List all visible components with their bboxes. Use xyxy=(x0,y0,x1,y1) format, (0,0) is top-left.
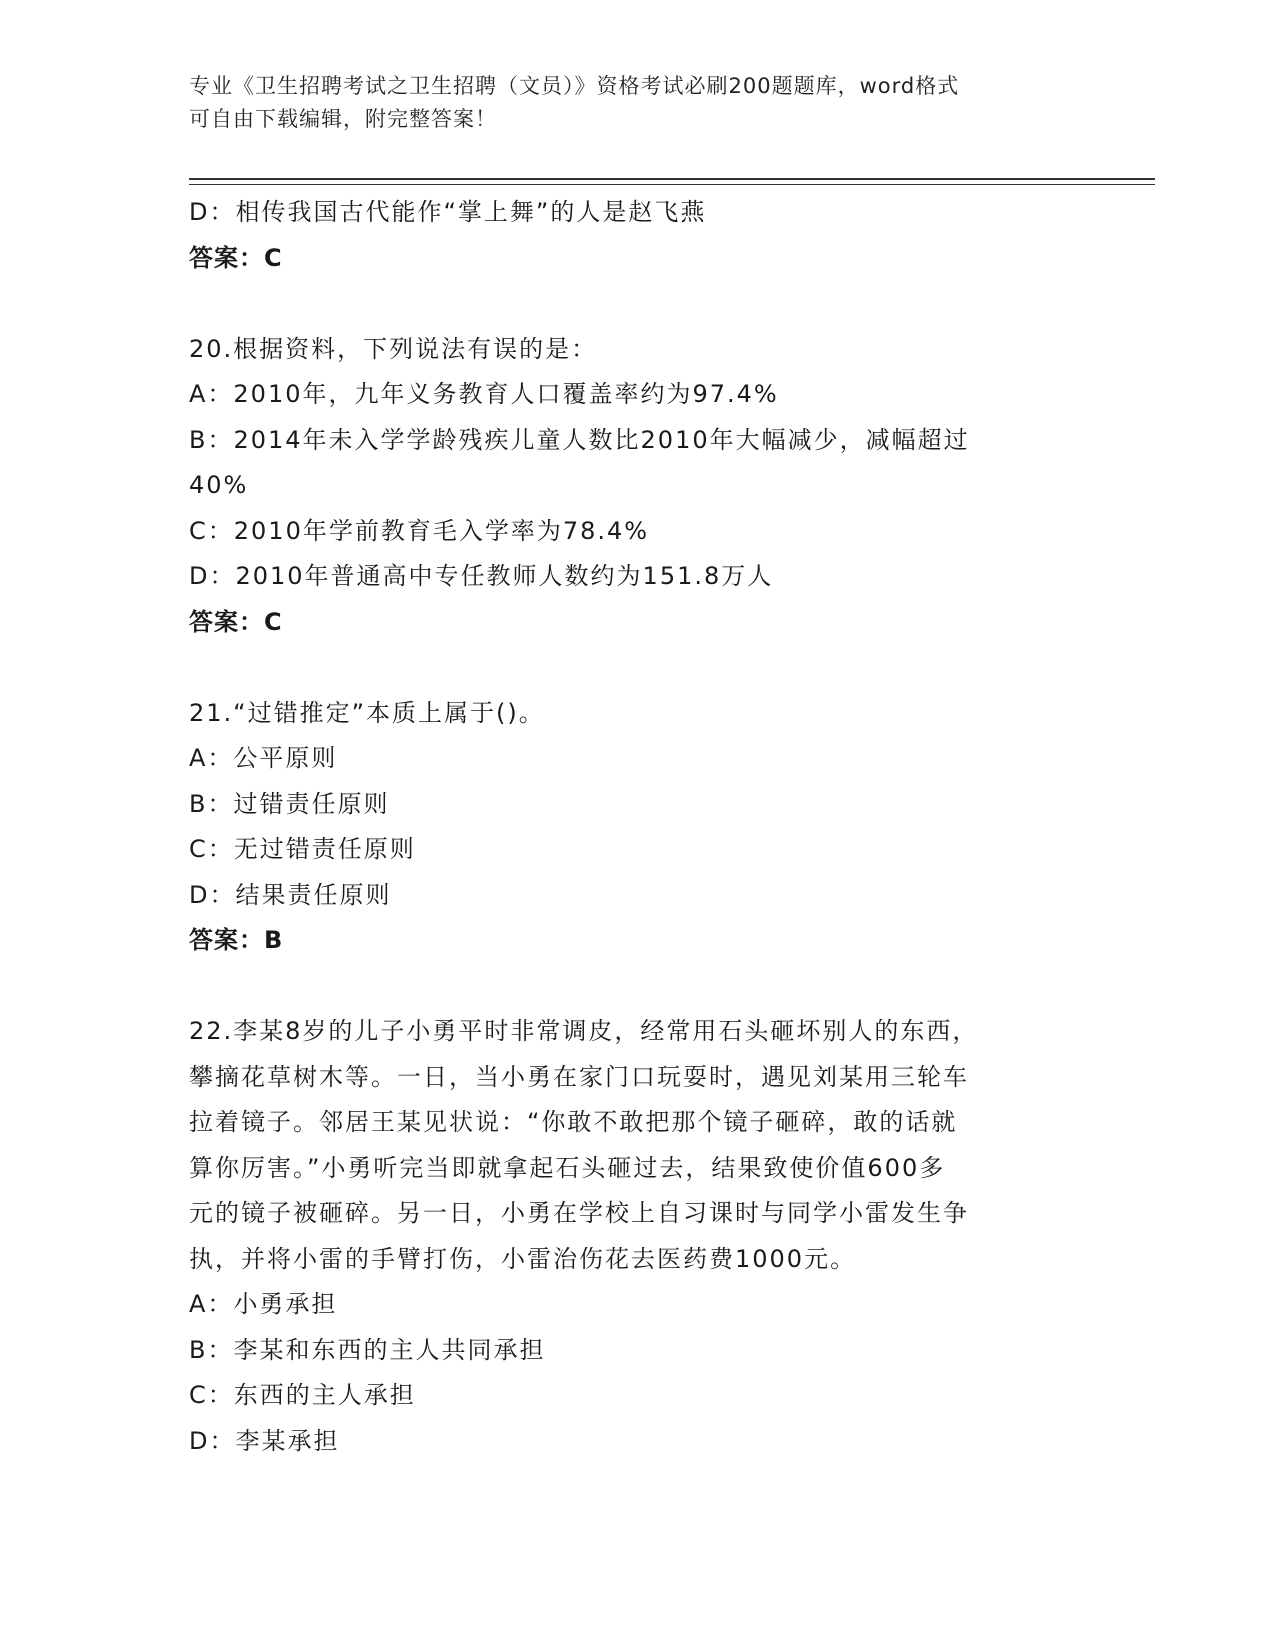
option-d: D：结果责任原则 xyxy=(189,880,392,909)
option-d: D：李某承担 xyxy=(189,1426,340,1455)
option-d: D：2010年普通高中专任教师人数约为151.8万人 xyxy=(189,562,774,590)
question-20 xyxy=(189,327,1069,646)
question-stem-line: 执，并将小雷的手臂打伤，小雷治伤花去医药费1000元。 xyxy=(189,1244,857,1273)
question-stem-line: 拉着镜子。邻居王某见状说：“你敢不敢把那个镜子砸碎，敢的话就 xyxy=(189,1108,958,1136)
question-stem: 21.“过错推定”本质上属于()。 xyxy=(189,698,545,727)
spacer xyxy=(189,964,1069,1010)
option-a: A：小勇承担 xyxy=(189,1290,338,1318)
page-header xyxy=(189,70,1069,136)
option-b-line-2: 40% xyxy=(189,471,249,499)
question-stem-line: 攀摘花草树木等。一日，当小勇在家门口玩耍时，遇见刘某用三轮车 xyxy=(189,1062,969,1091)
spacer xyxy=(189,281,1069,327)
question-stem: 20.根据资料，下列说法有误的是： xyxy=(189,334,598,363)
question-stem-line: 元的镜子被砸碎。另一日，小勇在学校上自习课时与同学小雷发生争 xyxy=(189,1199,969,1227)
answer: 答案：C xyxy=(189,607,283,636)
answer: 答案：B xyxy=(189,926,284,954)
header-line-1: 专业《卫生招聘考试之卫生招聘（文员）》资格考试必刷200题题库，word格式 xyxy=(189,74,960,98)
option-d: D：相传我国古代能作“掌上舞”的人是赵飞燕 xyxy=(189,198,707,226)
answer: 答案：C xyxy=(189,243,283,272)
header-line-2: 可自由下载编辑，附完整答案！ xyxy=(189,107,497,131)
question-22 xyxy=(189,1009,1069,1464)
question-21 xyxy=(189,691,1069,964)
option-c: C：无过错责任原则 xyxy=(189,835,416,863)
header-rule xyxy=(189,178,1155,185)
option-b: B：过错责任原则 xyxy=(189,789,390,818)
option-c: C：2010年学前教育毛入学率为78.4% xyxy=(189,516,650,545)
question-stem-line: 22.李某8岁的儿子小勇平时非常调皮，经常用石头砸坏别人的东西， xyxy=(189,1017,979,1045)
option-c: C：东西的主人承担 xyxy=(189,1381,416,1409)
prev-question-tail xyxy=(189,190,1069,281)
option-a: A：公平原则 xyxy=(189,744,338,772)
option-b: B：李某和东西的主人共同承担 xyxy=(189,1335,546,1364)
question-stem-line: 算你厉害。”小勇听完当即就拿起石头砸过去，结果致使价值600多 xyxy=(189,1153,946,1182)
document-body xyxy=(189,190,1069,1464)
spacer xyxy=(189,645,1069,691)
option-a: A：2010年，九年义务教育人口覆盖率约为97.4% xyxy=(189,380,779,408)
option-b-line-1: B：2014年未入学学龄残疾儿童人数比2010年大幅减少，减幅超过 xyxy=(189,425,970,454)
